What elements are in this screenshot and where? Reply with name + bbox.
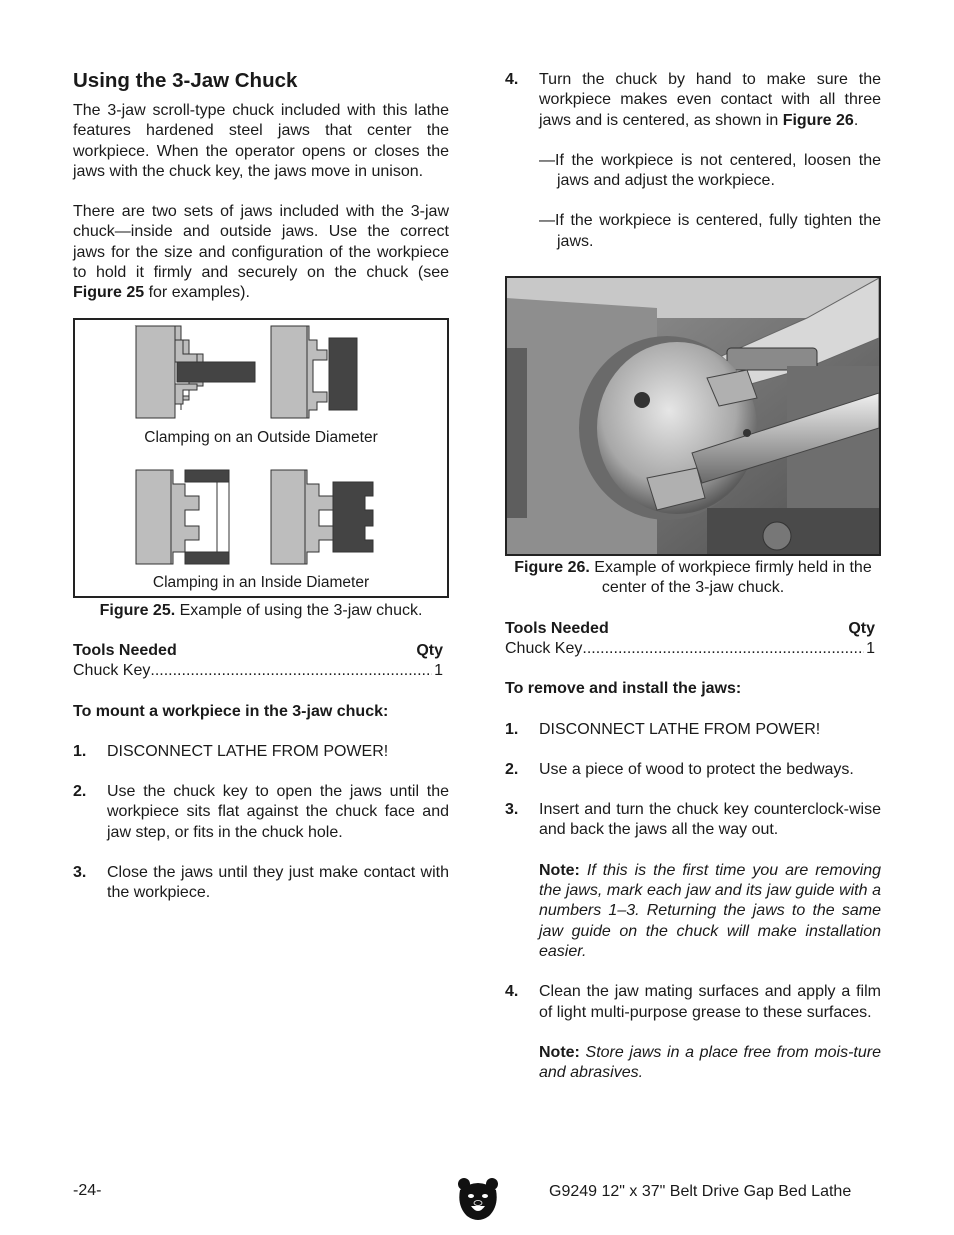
figure-26-photo (505, 276, 881, 556)
inside-diameter-label: Clamping in an Inside Diameter (152, 573, 370, 591)
mount-step: 2. Use the chuck key to open the jaws until the workpiece sits flat against the chuck face and jaw step, or fits in the chuck hole. (73, 783, 449, 841)
centered-note: —If the workpiece is centered, fully tighten the jaws. (539, 212, 881, 250)
remove-step: 1. DISCONNECT LATHE FROM POWER! (505, 720, 821, 738)
mount-step: 1. DISCONNECT LATHE FROM POWER! (73, 742, 389, 760)
intro-paragraph-1: The 3-jaw scroll-type chuck included with this lathe features hardened steel jaws that center the workpiece. When the operator opens or closes the jaws with the chuck key, the jaws move in unison. (73, 102, 449, 180)
inside-clamp-stepped (271, 470, 373, 564)
outside-clamp-disk (271, 326, 357, 418)
not-centered-note: —If the workpiece is not centered, loosen the jaws and adjust the workpiece. (539, 151, 881, 190)
note-mark-jaws: Note: If this is the first time you are removing the jaws, mark each jaw and its jaw guide with a numbers 1–3. Returning the jaws to the same jaw guide on the chuck will make installation easier. (539, 861, 881, 960)
tools-needed-header: Tools Needed Qty (73, 641, 443, 659)
outside-clamp-shaft (136, 326, 255, 418)
mount-step-4: 4. Turn the chuck by hand to make sure the workpiece makes even contact with all three jaws and is centered, as shown in Figure 26. (505, 71, 881, 129)
remove-step: 2. Use a piece of wood to protect the bedways. (505, 760, 854, 778)
remove-procedure-heading: To remove and install the jaws: (505, 680, 742, 698)
section-heading: Using the 3-Jaw Chuck (73, 69, 298, 92)
figure-26-caption: Figure 26. Example of workpiece firmly held in the center of the 3-jaw chuck. (514, 559, 872, 597)
right-column (505, 70, 881, 1083)
mount-procedure-heading: To mount a workpiece in the 3-jaw chuck: (73, 702, 389, 720)
intro-paragraph-2: There are two sets of jaws included with the 3-jaw chuck—inside and outside jaws. Use the correct jaws for the size and configuration of the workpiece to hold it firmly and securely on the chuck (see Figure 25 for examples). (73, 203, 449, 302)
mount-step: 3. Close the jaws until they just make contact with the workpiece. (73, 864, 449, 902)
outside-diameter-label: Clamping on an Outside Diameter (144, 428, 378, 446)
figure-26-ref: Figure 26 (782, 111, 854, 129)
bear-logo-icon (457, 1176, 499, 1222)
remove-step: 4. Clean the jaw mating surfaces and apply a film of light multi-purpose grease to these surfaces. (505, 983, 881, 1021)
tools-needed-row: Chuck Key ..... 1 (73, 661, 443, 681)
note-store-jaws: Note: Store jaws in a place free from mois-ture and abrasives. (539, 1043, 881, 1082)
chuck-photo-illustration (507, 278, 879, 554)
remove-step: 3. Insert and turn the chuck key counterclock-wise and back the jaws all the way out. (505, 801, 881, 839)
left-column (73, 68, 449, 904)
tools-needed-header: Tools Needed Qty (505, 619, 875, 637)
model-title: G9249 12" x 37" Belt Drive Gap Bed Lathe (549, 1183, 852, 1200)
page-number: -24- (73, 1182, 102, 1199)
figure-25-caption: Figure 25. Example of using the 3-jaw chuck. (99, 601, 423, 619)
jaw-clamping-diagram (75, 320, 447, 596)
inside-clamp-ring (136, 470, 229, 564)
figure-25-ref: Figure 25 (73, 284, 145, 302)
figure-25-diagram (73, 318, 449, 598)
tools-needed-row: Chuck Key ..... 1 (505, 639, 875, 659)
